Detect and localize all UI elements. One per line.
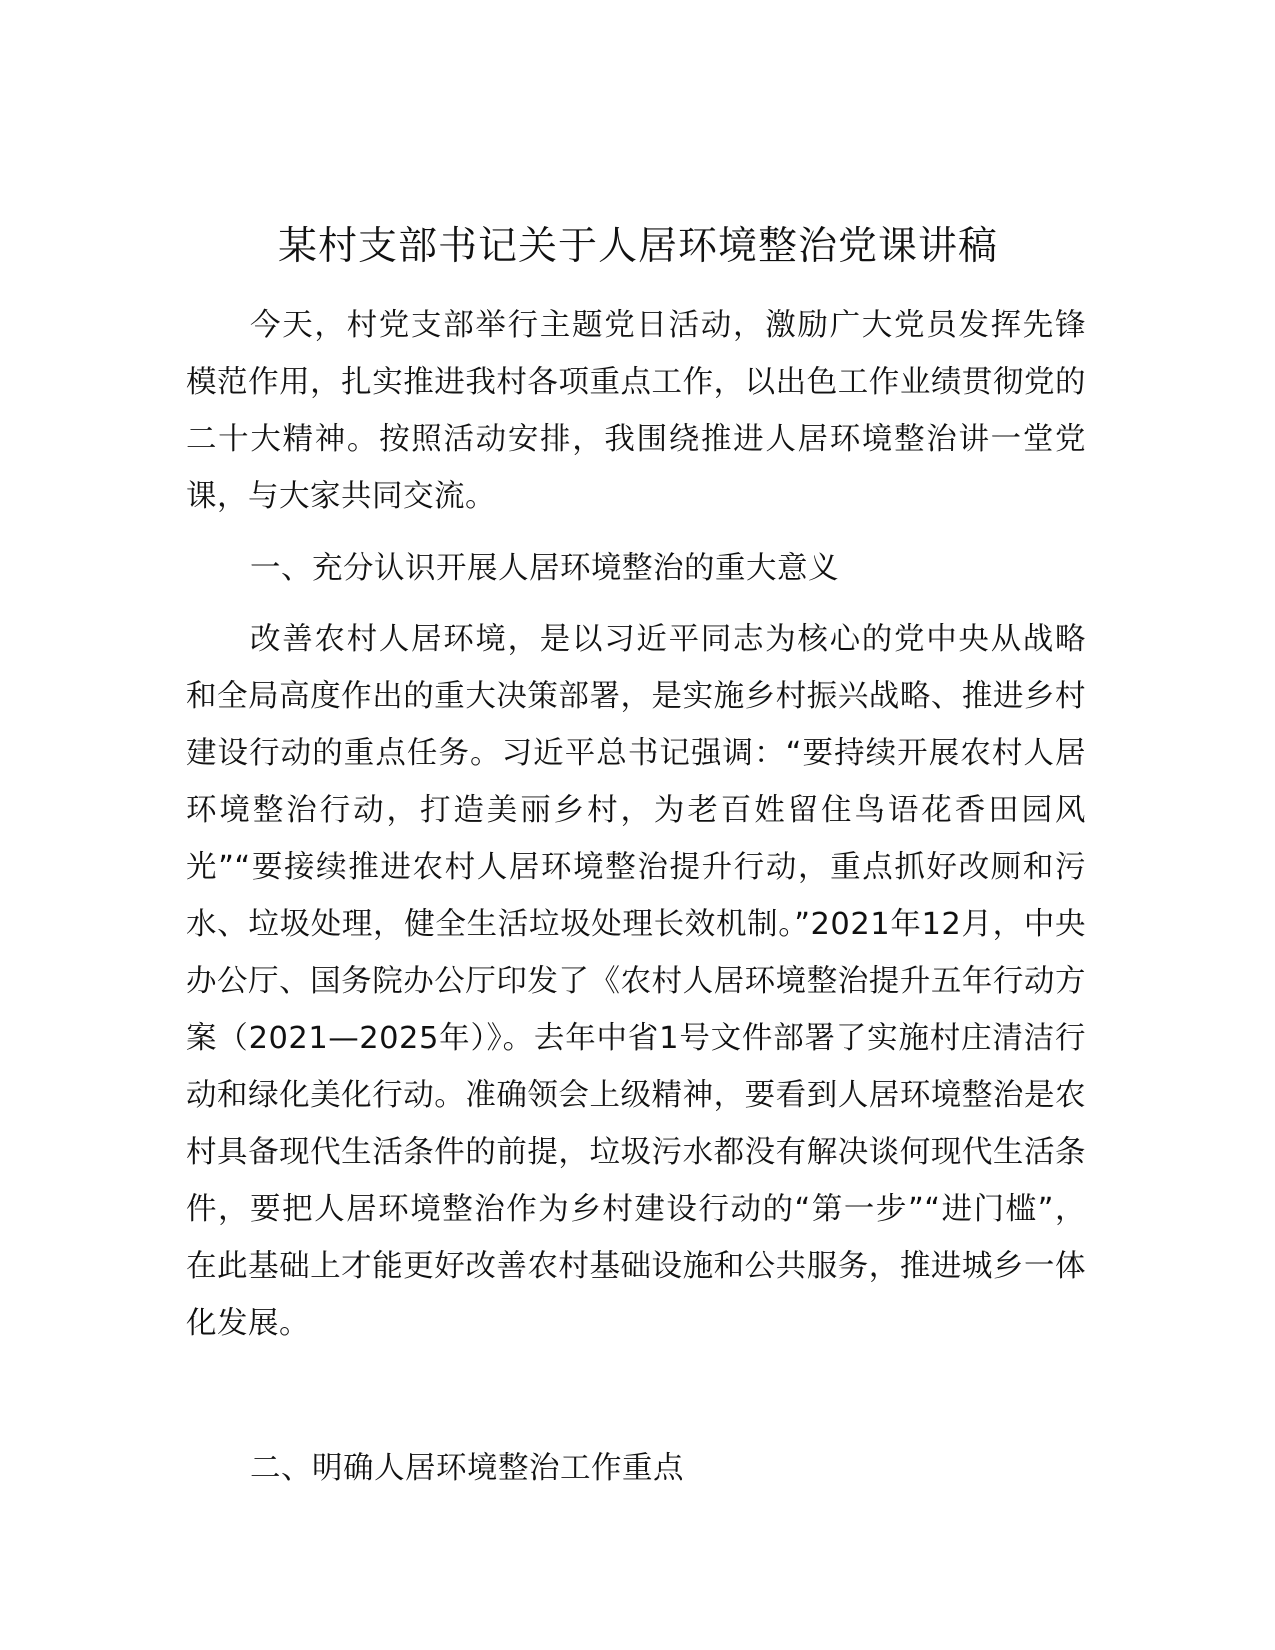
section-heading-1: 一、充分认识开展人居环境整治的重大意义 bbox=[250, 551, 839, 586]
intro-paragraph: 今天，村党支部举行主题党日活动，激励广大党员发挥先锋模范作用，扎实推进我村各项重点工作，以出色工作业绩贯彻党的二十大精神。按照活动安排，我围绕推进人居环境整治讲一堂党课，与大家共同交流。 bbox=[186, 308, 1086, 514]
section-heading-2: 二、明确人居环境整治工作重点 bbox=[250, 1451, 684, 1486]
section-1-paragraph: 改善农村人居环境，是以习近平同志为核心的党中央从战略和全局高度作出的重大决策部署，是实施乡村振兴战略、推进乡村建设行动的重点任务。习近平总书记强调：“要持续开展农村人居环境整治行动，打造美丽乡村，为老百姓留住鸟语花香田园风光”“要接续推进农村人居环境整治提升行动，重点抓好改厕和污水、垃圾处理，健全生活垃圾处理长效机制。”2021年12月，中央办公厅、国务院办公厅印发了《农村人居环境整治提升五年行动方案（2021—2025年）》。去年中省1号文件部署了实施村庄清洁行动和绿化美化行动。准确领会上级精神，要看到人居环境整治是农村具备现代生活条件的前提，垃圾污水都没有解决谈何现代生活条件，要把人居环境整治作为乡村建设行动的“第一步”“进门槛”，在此基础上才能更好改善农村基础设施和公共服务，推进城乡一体化发展。 bbox=[186, 622, 1086, 1341]
document-title: 某村支部书记关于人居环境整治党课讲稿 bbox=[277, 224, 998, 269]
